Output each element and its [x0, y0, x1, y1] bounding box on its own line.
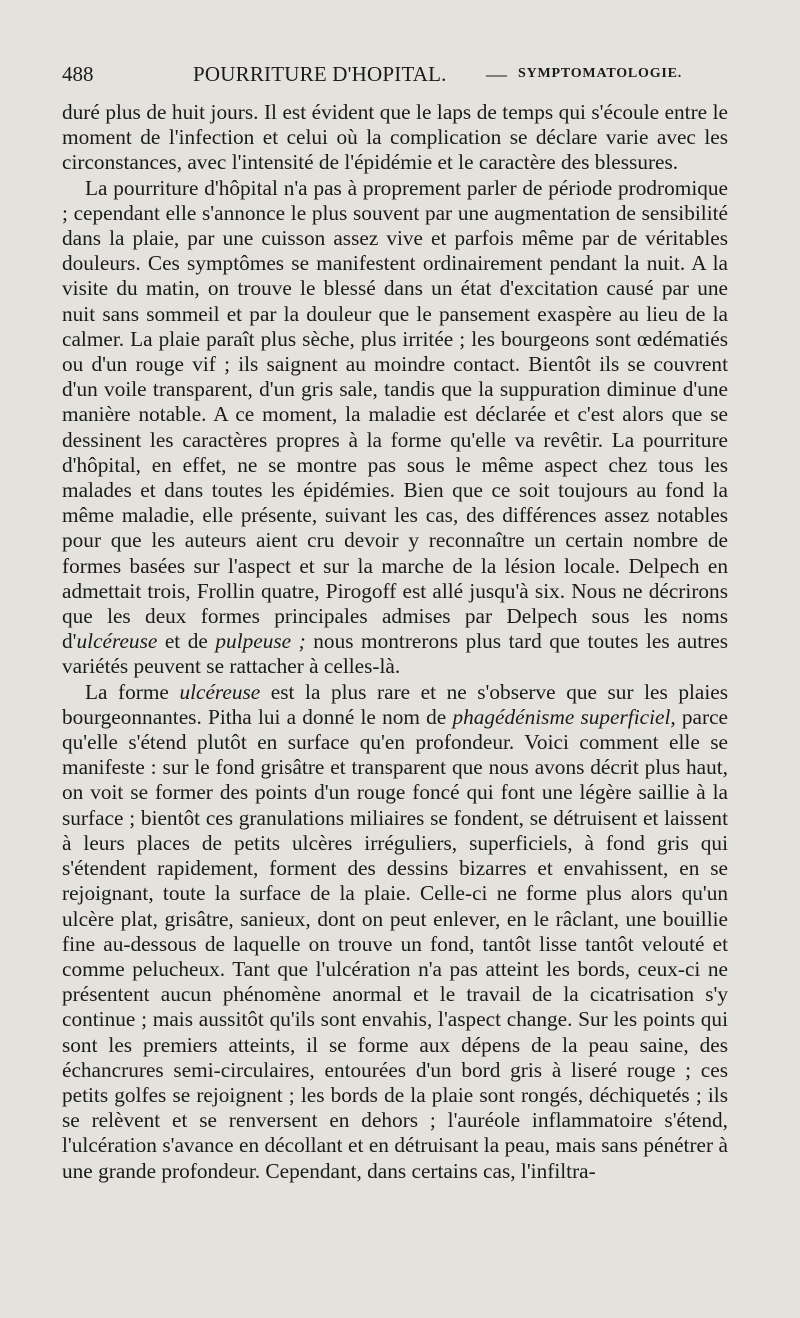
running-header	[62, 62, 728, 92]
text-run: nous montrerons plus tard que toutes les autres variétés peuvent se rattacher à celles-là.	[62, 629, 728, 679]
text-run: La pourriture d'hôpital n'a pas à proprement parler de période prodromique ; cependant elle s'annonce le plus souvent par une augmentation de sensibilité dans la plaie, par une cuisson assez vive et parfois même par de véritables douleurs. Ces symptômes se manifestent ordinairement pendant la nuit. A la visite du matin, on trouve le blessé dans un état d'excitation causé par une nuit sans sommeil et par la douleur que le pansement exaspère au lieu de la calmer. La plaie paraît plus sèche, plus irritée ; les bourgeons sont œdématiés ou d'un rouge vif ; ils saignent au moindre contact. Bientôt ils se couvrent d'un voile transparent, d'un gris sale, tandis que la suppuration diminue d'une manière notable. A ce moment, la maladie est déclarée et c'est alors que se dessinent les caractères propres à la forme qu'elle va revêtir. La pourriture d'hôpital, en effet, ne se montre pas sous le même aspect chez tous les malades et dans toutes les épidémies. Bien que ce soit toujours au fond la même maladie, elle présente, suivant les cas, des différences assez notables pour que les auteurs aient cru devoir y reconnaître un certain nombre de formes basées sur l'aspect et sur la marche de la lésion locale. Delpech en admettait trois, Frollin quatre, Pirogoff est allé jusqu'à six. Nous ne décrirons que les deux formes principales admises par Delpech sous les noms d'	[62, 175, 728, 654]
italic-term: ulcéreuse	[76, 629, 158, 654]
page-number: 488	[62, 62, 94, 86]
body-text	[62, 100, 728, 1184]
running-title: POURRITURE D'HOPITAL.	[193, 62, 447, 86]
text-run: parce qu'elle s'étend plutôt en surface qu'en profondeur. Voici comment elle se manifeste : sur le fond grisâtre et transparent que nous avons décrit plus haut, on voit se former des points d'un rouge foncé qui font une légère saillie à la surface ; bientôt ces granulations miliaires se fondent, se détruisent et laissent à leurs places de petits ulcères irréguliers, superficiels, à fond gris qui s'étendent rapidement, forment des dessins bizarres et envahissent, en se rejoignant, toute la surface de la plaie. Celle-ci ne forme plus alors qu'un ulcère plat, grisâtre, sanieux, dont on peut enlever, en le râclant, une bouillie fine au-dessous de laquelle on trouve un fond, tantôt lisse tantôt velouté et comme pelucheux. Tant que l'ulcération n'a pas atteint les bords, ceux-ci ne présentent aucun phénomène anormal et le travail de la cicatrisation s'y continue ; mais aussitôt qu'ils sont envahis, l'aspect change. Sur les points qui sont les premiers atteints, il se forme aux dépens de la peau saine, des échancrures semi-circulaires, entourées d'un bord gris à liseré rouge ; ces petits golfes se rejoignent ; les bords de la plaie sont rongés, déchiquetés ; ils se relèvent et se renversent en dehors ; l'auréole inflammatoire s'étend, l'ulcération s'avance en décollant et en détruisant la peau, mais sans pénétrer à une grande profondeur. Cependant, dans certains cas, l'infiltra-	[62, 704, 728, 1183]
paragraph	[62, 100, 728, 176]
text-run: est la plus rare et ne s'observe que sur les plaies bourgeonnantes. Pitha lui a donné le nom de	[62, 679, 728, 729]
italic-term: phagédénisme superficiel,	[452, 704, 676, 729]
running-separator: —	[486, 62, 507, 86]
italic-term: ulcéreuse	[179, 679, 261, 704]
running-section: SYMPTOMATOLOGIE.	[518, 66, 683, 81]
italic-term: pulpeuse ;	[215, 629, 306, 654]
text-run: et de	[157, 629, 216, 654]
paragraph	[62, 176, 728, 680]
text-run: duré plus de huit jours. Il est évident que le laps de temps qui s'écoule entre le moment de l'infection et celui où la complication se déclare varie avec les circonstances, avec l'intensité de l'épidémie et le caractère des blessures.	[62, 100, 728, 175]
paragraph	[62, 680, 728, 1184]
text-run: La forme	[85, 679, 180, 704]
